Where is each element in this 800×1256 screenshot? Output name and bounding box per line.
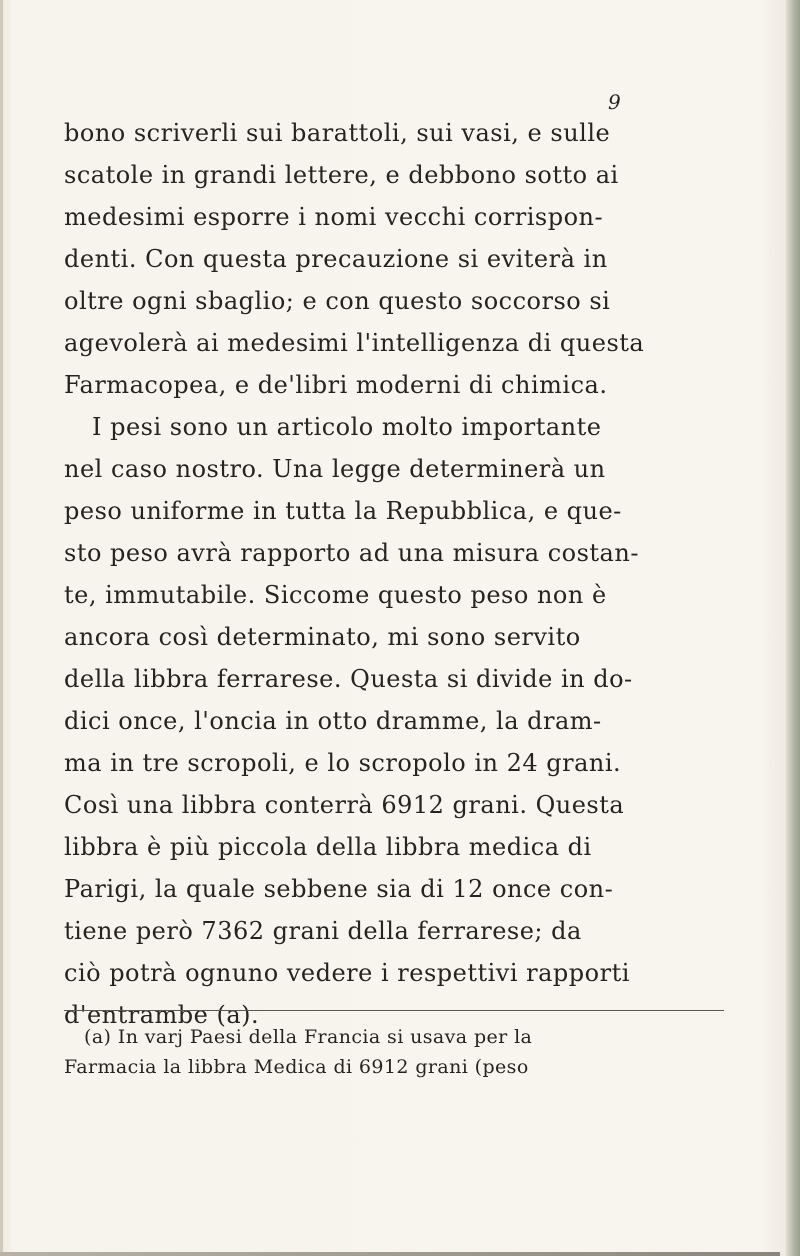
page-number: 9 xyxy=(608,90,621,114)
text-line: ciò potrà ognuno vedere i respettivi rapporti xyxy=(64,959,630,987)
text-line: scatole in grandi lettere, e debbono sotto ai xyxy=(64,161,619,189)
text-line: I pesi sono un articolo molto importante xyxy=(92,413,602,441)
text-line: bono scriverli sui barattoli, sui vasi, e sulle xyxy=(64,119,611,147)
page-left-edge xyxy=(0,0,3,1256)
footnote-divider xyxy=(64,1010,724,1011)
text-line: d'entrambe (a). xyxy=(64,1001,260,1029)
text-line: tiene però 7362 grani della ferrarese; da xyxy=(64,917,582,945)
footnote-line: Farmacia la libbra Medica di 6912 grani (peso xyxy=(64,1056,529,1078)
footnote-line: (a) In varj Paesi della Francia si usava per la xyxy=(84,1026,533,1048)
footnote xyxy=(64,1022,794,1082)
text-line: Farmacopea, e de'libri moderni di chimica. xyxy=(64,371,608,399)
text-line: ma in tre scropoli, e lo scropolo in 24 grani. xyxy=(64,749,622,777)
text-line: dici once, l'oncia in otto dramme, la dram- xyxy=(64,707,602,735)
text-line: nel caso nostro. Una legge determinerà un xyxy=(64,455,606,483)
body-text xyxy=(64,112,794,1036)
text-line: della libbra ferrarese. Questa si divide in do- xyxy=(64,665,633,693)
text-line: denti. Con questa precauzione si eviterà in xyxy=(64,245,608,273)
text-line: medesimi esporre i nomi vecchi corrispon- xyxy=(64,203,604,231)
text-line: te, immutabile. Siccome questo peso non è xyxy=(64,581,607,609)
text-line: ancora così determinato, mi sono servito xyxy=(64,623,581,651)
page-bottom-edge xyxy=(0,1252,780,1256)
text-line: peso uniforme in tutta la Repubblica, e que- xyxy=(64,497,622,525)
text-line: Così una libbra conterrà 6912 grani. Questa xyxy=(64,791,625,819)
text-line: sto peso avrà rapporto ad una misura costan- xyxy=(64,539,639,567)
text-line: Parigi, la quale sebbene sia di 12 once con- xyxy=(64,875,614,903)
text-line: oltre ogni sbaglio; e con questo soccorso si xyxy=(64,287,611,315)
text-line: agevolerà ai medesimi l'intelligenza di questa xyxy=(64,329,645,357)
text-line: libbra è più piccola della libbra medica di xyxy=(64,833,592,861)
